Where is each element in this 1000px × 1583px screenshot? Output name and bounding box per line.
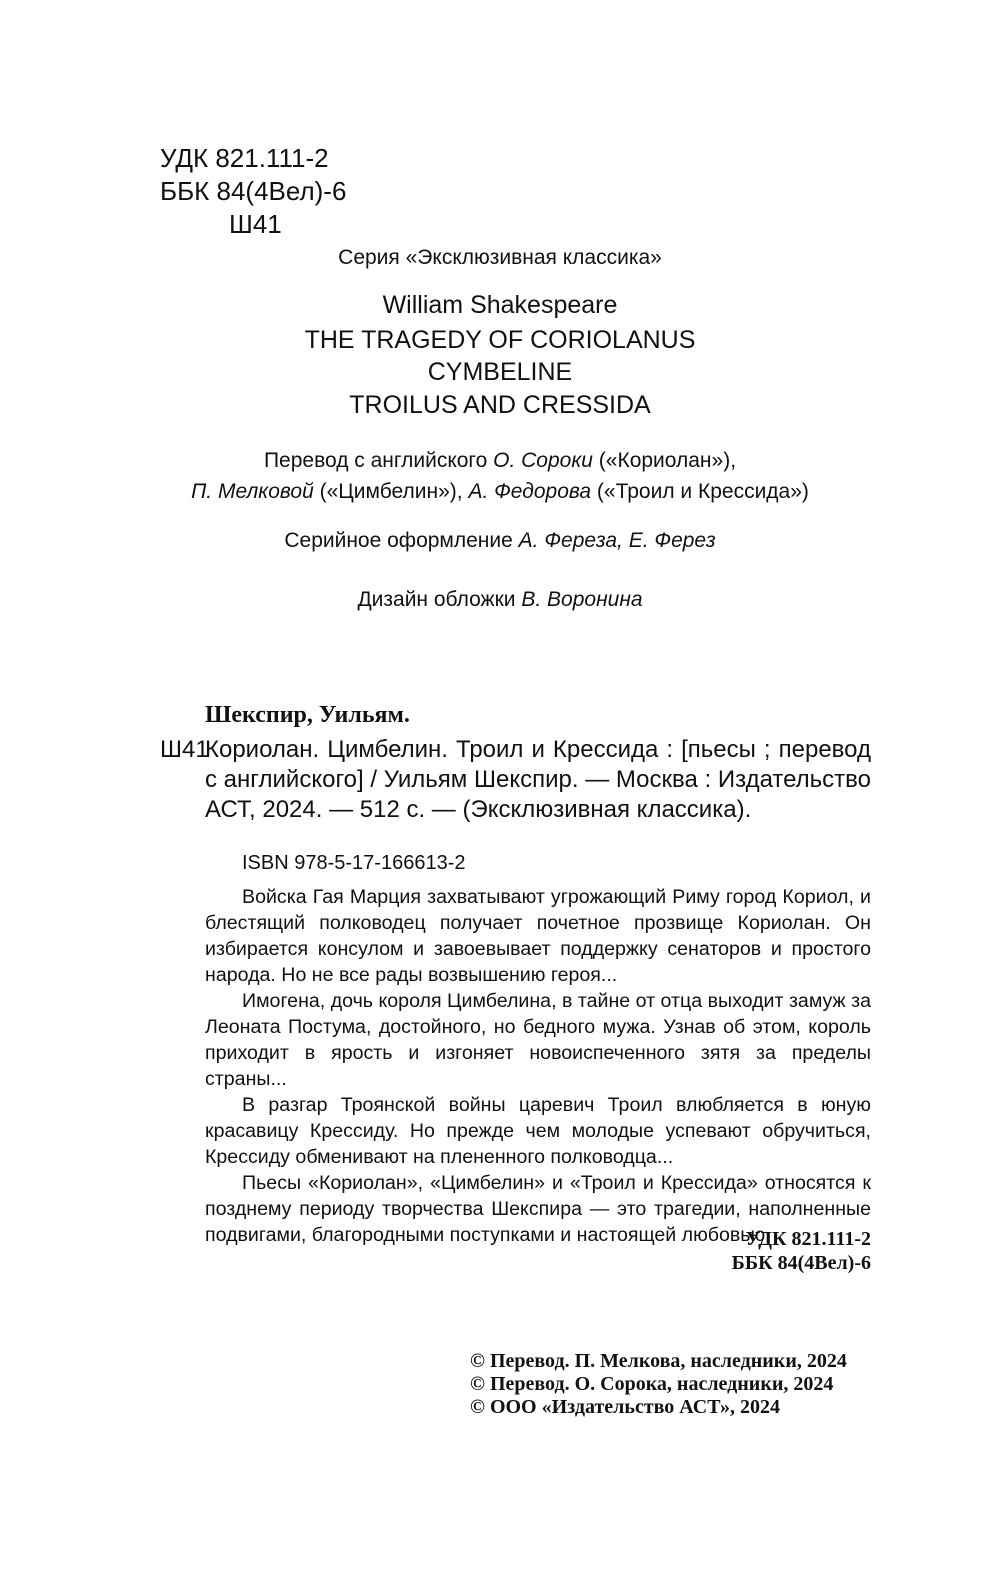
cover-design-line [0, 585, 1000, 615]
translator-3: А. Федорова [468, 480, 592, 503]
series-design-line [0, 526, 1000, 556]
translator-3-work: («Троил и Крессида») [591, 480, 809, 503]
translation-line-2 [0, 477, 1000, 507]
entry-code: Ш41 [160, 736, 209, 763]
bbk-code: ББК 84(4Вел)-6 [160, 176, 347, 206]
copyright-3: © ООО «Издательство АСТ», 2024 [470, 1396, 781, 1418]
annotation-paragraph: В разгар Троянской войны царевич Троил влюбляется в юную красавицу Крессиду. Но прежде чем молодые успевают обручиться, Крессиду обменивают на плененного полководца... [205, 1094, 871, 1168]
translator-1-work: («Кориолан»), [592, 449, 737, 472]
copyright-1: © Перевод. П. Мелкова, наследники, 2024 [470, 1350, 847, 1372]
original-title-3: TROILUS AND CRESSIDA [349, 391, 651, 419]
udk-code-bottom: УДК 821.111-2 [745, 1228, 871, 1250]
annotation-paragraph: Пьесы «Кориолан», «Цимбелин» и «Троил и Крессида» относятся к позднему периоду творчества Шекспира — это трагедии, наполненные подвигами, благородными поступками и настоящей любовью. [205, 1172, 871, 1246]
entry-author: Шекспир, Уильям. [205, 702, 410, 728]
translation-line-1 [0, 446, 1000, 476]
copyright-2: © Перевод. О. Сорока, наследники, 2024 [470, 1373, 834, 1395]
cover-design-label: Дизайн обложки [357, 588, 522, 611]
cover-designer: В. Воронина [521, 588, 643, 611]
series-designers: А. Фереза, Е. Ферез [518, 529, 716, 552]
isbn: ISBN 978-5-17-166613-2 [242, 852, 466, 874]
original-author: William Shakespeare [382, 291, 618, 319]
bibliographic-description [160, 735, 871, 825]
annotation [205, 884, 871, 1248]
original-title-1: THE TRAGEDY OF CORIOLANUS [304, 326, 696, 354]
original-title-2: CYMBELINE [427, 358, 573, 386]
entry-description: Кориолан. Цимбелин. Троил и Крессида : [пьесы ; перевод с английского] / Уильям Шекспир. — Москва : Издательство АСТ, 2024. — 512 с. — (Эксклюзивная классика). [205, 736, 871, 823]
annotation-paragraph: Имогена, дочь короля Цимбелина, в тайне от отца выходит замуж за Леоната Постума, достойного, но бедного мужа. Узнав об этом, король приходит в ярость и изгоняет новоиспеченного зятя за пределы страны... [205, 990, 871, 1090]
series-line: Серия «Эксклюзивная классика» [338, 246, 662, 269]
translation-prefix: Перевод с английского [263, 449, 494, 472]
translator-1: О. Сороки [493, 449, 593, 472]
series-design-label: Серийное оформление [284, 529, 519, 552]
bbk-code-bottom: ББК 84(4Вел)-6 [731, 1252, 871, 1274]
annotation-paragraph: Войска Гая Марция захватывают угрожающий Риму город Кориол, и блестящий полководец получает почетное прозвище Кориолан. Он избирается консулом и завоевывает поддержку сенаторов и простого народа. Но не все рады возвышению героя... [205, 886, 871, 986]
udk-code: УДК 821.111-2 [160, 143, 329, 173]
translator-2-work: («Цимбелин»), [313, 480, 469, 503]
author-sign-code: Ш41 [229, 209, 282, 239]
translator-2: П. Мелковой [191, 480, 314, 503]
